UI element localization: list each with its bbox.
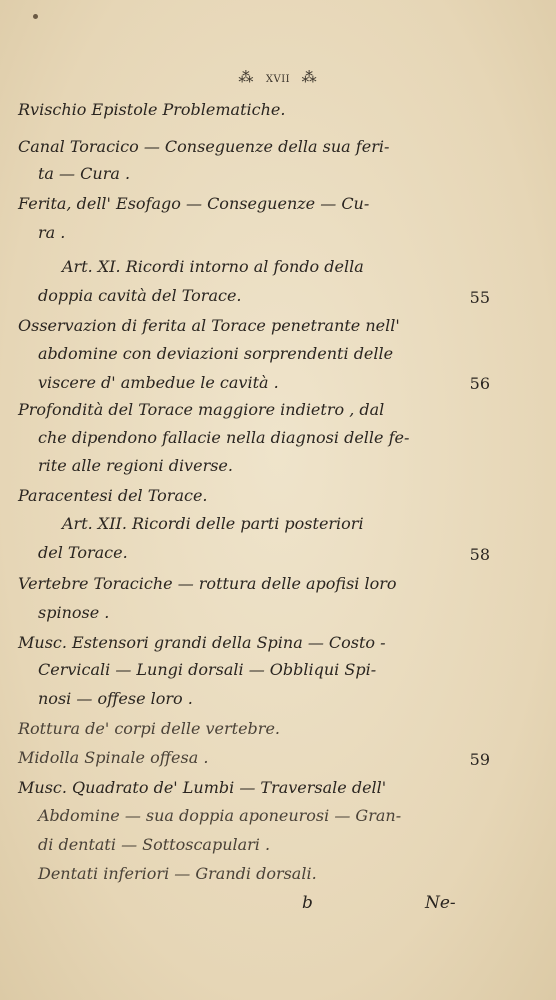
index-line: spinose . <box>38 603 110 622</box>
page-reference: 58 <box>469 545 490 564</box>
index-line: Profondità del Torace maggiore indietro , dal <box>18 400 385 419</box>
index-line: Vertebre Toraciche — rottura delle apofisi loro <box>18 574 397 593</box>
ornament-left: ⁂ <box>238 68 255 86</box>
page-reference: 55 <box>469 288 490 307</box>
index-line: Midolla Spinale offesa . <box>18 748 209 767</box>
index-line: Rottura de' corpi delle vertebre. <box>18 719 280 738</box>
index-line: Dentati inferiori — Grandi dorsali. <box>38 864 317 883</box>
index-line: Art. XII. Ricordi delle parti posteriori <box>62 514 364 533</box>
index-line: che dipendono fallacie nella diagnosi delle fe- <box>38 428 410 447</box>
index-line: Paracentesi del Torace. <box>18 486 208 505</box>
page-header <box>0 68 556 86</box>
index-line: nosi — offese loro . <box>38 689 193 708</box>
index-line: rite alle regioni diverse. <box>38 456 233 475</box>
index-line: Musc. Estensori grandi della Spina — Costo - <box>18 633 386 652</box>
index-line: viscere d' ambedue le cavità . <box>38 373 279 392</box>
index-line: ta — Cura . <box>38 164 131 183</box>
index-line: doppia cavità del Torace. <box>38 286 242 305</box>
index-line: Ferita, dell' Esofago — Conseguenze — Cu- <box>18 194 370 213</box>
index-line: Canal Toracico — Conseguenze della sua feri- <box>18 137 390 156</box>
index-line: ra . <box>38 223 66 242</box>
page-reference: 56 <box>469 374 490 393</box>
index-line: Musc. Quadrato de' Lumbi — Traversale dell' <box>18 778 387 797</box>
index-line: di dentati — Sottoscapulari . <box>38 835 271 854</box>
index-line: Osservazion di ferita al Torace penetrante nell' <box>18 316 400 335</box>
page-reference: 59 <box>469 750 490 769</box>
index-line: Abdomine — sua doppia aponeurosi — Gran- <box>38 806 402 825</box>
ornament-right: ⁂ <box>301 68 318 86</box>
index-line: Rvischio Epistole Problematiche. <box>18 100 286 119</box>
index-line: Art. XI. Ricordi intorno al fondo della <box>62 257 364 276</box>
catchword: Ne- <box>425 893 456 913</box>
signature-mark: b <box>302 893 313 913</box>
index-line: del Torace. <box>38 543 128 562</box>
index-line: abdomine con deviazioni sorprendenti delle <box>38 344 394 363</box>
ink-spot <box>33 14 38 19</box>
page-numeral: xvii <box>265 70 291 86</box>
index-line: Cervicali — Lungi dorsali — Obbliqui Spi- <box>38 660 377 679</box>
